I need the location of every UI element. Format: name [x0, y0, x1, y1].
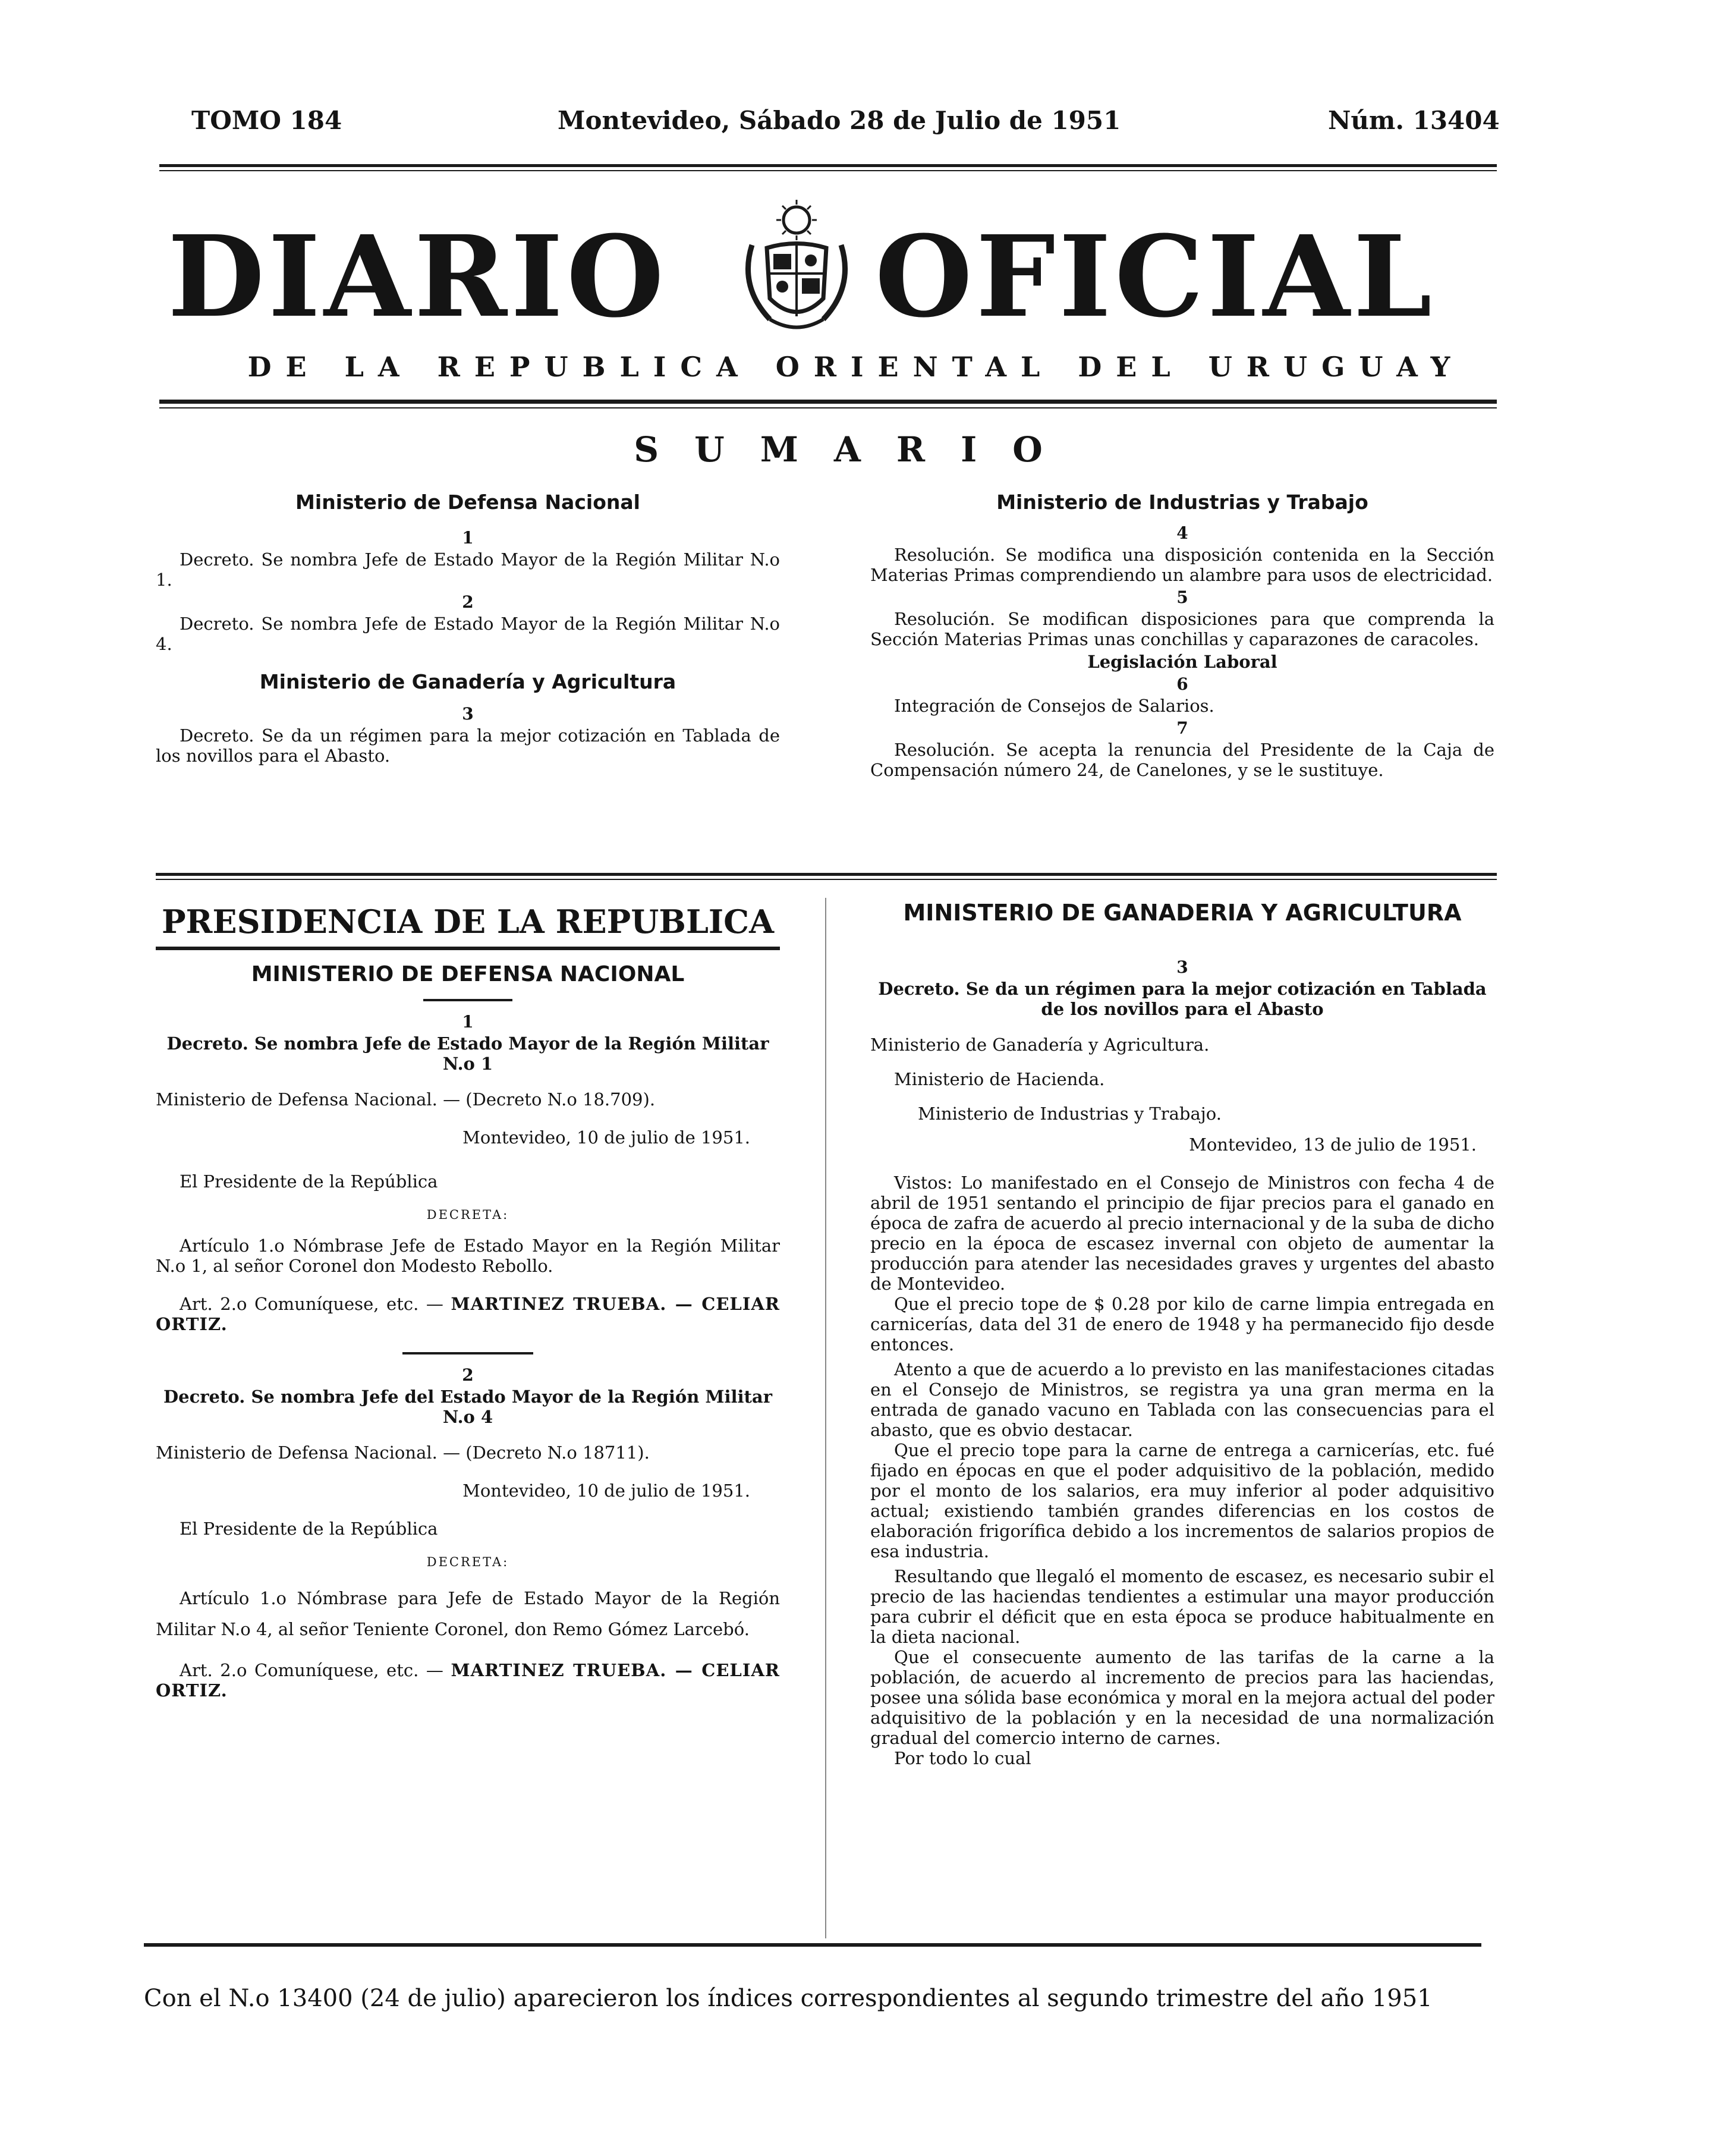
right-column [870, 900, 1494, 1768]
sumario-right-column [870, 492, 1494, 780]
left-column [156, 903, 780, 1701]
sumario-rule-thin [156, 879, 1497, 880]
considerando-paragraph: Atento a que de acuerdo a lo previsto en las manifestaciones citadas en el Consejo de Ministros, se registra ya una gran merma en la entrada de ganado vacuno en Tablada con las consecuencias para el abasto, que es obvio destacar. [870, 1359, 1494, 1440]
sumario-item-number: 3 [462, 704, 474, 724]
decree-date: Montevideo, 13 de julio de 1951. [1189, 1134, 1477, 1155]
decree-presidente: El Presidente de la República [180, 1171, 438, 1192]
header-rule-thin [159, 170, 1497, 171]
decree-decreta: DECRETA: [426, 1555, 509, 1569]
decree-decreta: DECRETA: [426, 1208, 509, 1222]
sumario-item-number: 1 [462, 528, 474, 548]
sumario-item: Resolución. Se modifica una disposición contenida en la Sección Materias Primas comprendiendo un alambre para usos de electricidad. [870, 545, 1494, 585]
sumario-ministry-ganaderia: Ministerio de Ganadería y Agricultura [259, 670, 676, 693]
sumario-item: Decreto. Se nombra Jefe de Estado Mayor de la Región Militar N.o 4. [156, 614, 780, 654]
sumario-item: Decreto. Se da un régimen para la mejor cotización en Tablada de los novillos para el Abasto. [156, 725, 780, 766]
decree-reference: Ministerio de Industrias y Trabajo. [918, 1104, 1222, 1124]
sumario-item: Decreto. Se nombra Jefe de Estado Mayor de la Región Militar N.o 1. [156, 549, 780, 590]
sumario-rule [156, 873, 1497, 876]
section-title-presidencia: PRESIDENCIA DE LA REPUBLICA [161, 903, 775, 941]
sumario-item-number: 4 [1176, 523, 1188, 543]
sumario-item: Resolución. Se modifican disposiciones para que comprenda la Sección Materias Primas unas conchillas y caparazones de caracoles. [870, 609, 1494, 649]
decree-article-2: Art. 2.o Comuníquese, etc. — [180, 1660, 451, 1680]
masthead-rule [159, 400, 1497, 404]
decree-article-2: Art. 2.o Comuníquese, etc. — [180, 1294, 451, 1314]
decree-reference: Ministerio de Defensa Nacional. — (Decreto N.o 18711). [156, 1442, 650, 1463]
sumario-item-number: 2 [462, 592, 474, 612]
ministry-defensa-heading: MINISTERIO DE DEFENSA NACIONAL [251, 962, 685, 986]
considerando-paragraph: Que el precio tope para la carne de entrega a carnicerías, etc. fué fijado en épocas en que el poder adquisitivo de la población, medido por el monto de los salarios, era muy inferior al poder adquisitivo actual; existiendo también grandes diferencias en los costos de elaboración frigorífica debido a los incrementos de salarios propios de esa industria. [870, 1440, 1494, 1561]
decree-signature: MARTINEZ TRUEBA. — CELIAR ORTIZ. [156, 1294, 780, 1334]
sumario-item-number: 5 [1176, 587, 1188, 607]
sumario-item-number: 7 [1176, 718, 1188, 738]
sumario-ministry-defensa: Ministerio de Defensa Nacional [295, 491, 640, 514]
considerando-paragraph: Por todo lo cual [894, 1748, 1031, 1768]
sumario-item-number: 6 [1176, 674, 1188, 694]
footer-rule [144, 1943, 1481, 1947]
volume-number: TOMO 184 [191, 106, 342, 135]
sumario-item: Integración de Consejos de Salarios. [894, 696, 1214, 716]
short-divider [402, 1352, 533, 1354]
decree-number: 2 [462, 1365, 474, 1385]
sumario-left-column [156, 492, 780, 766]
sumario-ministry-industrias: Ministerio de Industrias y Trabajo [996, 491, 1368, 514]
considerando-paragraph: Resultando que llegaló el momento de escasez, es necesario subir el precio de las haciendas tendientes a estimular una mayor producción para cubrir el déficit que en esta época se produce habitualmente en la dieta nacional. [870, 1566, 1494, 1647]
masthead-subtitle: DE LA REPUBLICA ORIENTAL DEL URUGUAY [247, 351, 1465, 383]
short-divider [423, 999, 512, 1001]
sumario-item: Resolución. Se acepta la renuncia del Presidente de la Caja de Compensación número 24, de Canelones, y se le sustituye. [870, 740, 1494, 780]
decree-heading: Decreto. Se nombra Jefe del Estado Mayor de la Región Militar N.o 4 [163, 1387, 772, 1427]
masthead-title-left: DIARIO [168, 211, 668, 342]
decree-signature: MARTINEZ TRUEBA. — CELIAR ORTIZ. [156, 1660, 780, 1701]
ministry-ganaderia-heading: MINISTERIO DE GANADERIA Y AGRICULTURA [903, 900, 1462, 926]
decree-article-1: Artículo 1.o Nómbrase Jefe de Estado Mayor en la Región Militar N.o 1, al señor Coronel don Modesto Rebollo. [156, 1236, 780, 1276]
considerando-paragraph: Vistos: Lo manifestado en el Consejo de Ministros con fecha 4 de abril de 1951 sentando el principio de fijar precios para el ganado en época de zafra de acuerdo al precio internacional y de la suba de dicho precio en la época de escasez invernal con objeto de aumentar la producción para atender las necesidades graves y urgentes del abasto de Montevideo. [870, 1173, 1494, 1294]
footer-notice: Con el N.o 13400 (24 de julio) aparecieron los índices correspondientes al segundo trimestre del año 1951 [144, 1985, 1433, 2012]
decree-reference: Ministerio de Ganadería y Agricultura. [870, 1035, 1210, 1055]
decree-heading: Decreto. Se da un régimen para la mejor cotización en Tablada de los novillos para el Abasto [878, 979, 1487, 1019]
decree-article-1: Artículo 1.o Nómbrase para Jefe de Estado Mayor de la Región Militar N.o 4, al señor Teniente Coronel, don Remo Gómez Larcebó. [156, 1588, 780, 1639]
decree-date: Montevideo, 10 de julio de 1951. [462, 1481, 750, 1501]
issue-number: Núm. 13404 [1328, 106, 1500, 135]
sumario-heading: SUMARIO [634, 429, 1078, 470]
decree-number: 1 [462, 1012, 474, 1032]
considerando-paragraph: Que el precio tope de $ 0.28 por kilo de carne limpia entregada en carnicerías, data del 31 de enero de 1948 y ha permanecido fijo desde entonces. [870, 1294, 1494, 1354]
decree-reference: Ministerio de Hacienda. [894, 1069, 1105, 1089]
column-separator [825, 898, 826, 1938]
decree-reference: Ministerio de Defensa Nacional. — (Decreto N.o 18.709). [156, 1089, 656, 1110]
header-rule [159, 164, 1497, 167]
masthead-title-right: OFICIAL [875, 211, 1436, 342]
section-rule [156, 947, 780, 950]
decree-presidente: El Presidente de la República [180, 1519, 438, 1539]
decree-number: 3 [1176, 957, 1188, 977]
masthead-rule-thin [159, 407, 1497, 408]
decree-date: Montevideo, 10 de julio de 1951. [462, 1127, 750, 1148]
issue-date: Montevideo, Sábado 28 de Julio de 1951 [558, 106, 1121, 135]
decree-heading: Decreto. Se nombra Jefe de Estado Mayor de la Región Militar N.o 1 [166, 1033, 769, 1074]
considerando-paragraph: Que el consecuente aumento de las tarifas de la carne a la población, de acuerdo al incremento de precios para las haciendas, posee una sólida base económica y moral en la mejora actual del poder adquisitivo de la población y en la necesidad de una normalización gradual del comercio interno de carnes. [870, 1647, 1494, 1748]
sumario-subheading-legislacion: Legislación Laboral [1087, 652, 1277, 672]
uruguay-coat-of-arms-icon [734, 197, 859, 340]
